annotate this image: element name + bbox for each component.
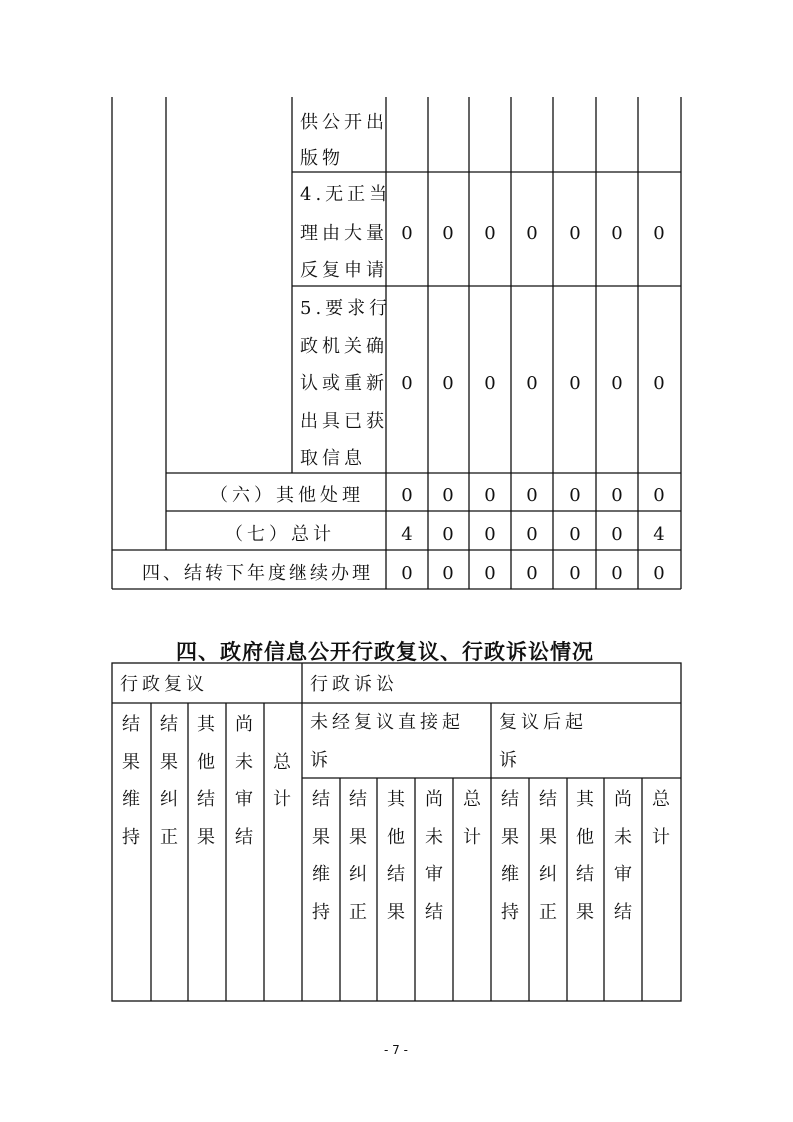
page-number: - 7 - <box>384 1043 408 1057</box>
cell-value: 0 <box>526 563 538 584</box>
cell-value: 4 <box>401 524 413 545</box>
cell-value: 0 <box>653 373 665 394</box>
cell-value: 0 <box>484 373 496 394</box>
cell-value: 0 <box>569 373 581 394</box>
cell-value: 0 <box>401 373 413 394</box>
section-title: 四、政府信息公开行政复议、行政诉讼情况 <box>176 640 594 664</box>
row-total-label: （七）总计 <box>225 524 335 545</box>
row-carry-over-label: 四、结转下年度继续办理 <box>142 563 373 584</box>
cell-value: 0 <box>484 485 496 506</box>
cell-value: 0 <box>484 524 496 545</box>
cell-value: 0 <box>611 563 623 584</box>
cell-value: 0 <box>653 563 665 584</box>
litigation-header: 行政诉讼 <box>310 674 398 695</box>
cell-value: 0 <box>442 524 454 545</box>
cell-value: 0 <box>526 524 538 545</box>
cell-value: 0 <box>442 223 454 244</box>
cell-value: 0 <box>442 485 454 506</box>
cell-value: 0 <box>569 485 581 506</box>
cell-value: 0 <box>611 373 623 394</box>
cell-value: 0 <box>653 485 665 506</box>
cell-value: 0 <box>611 485 623 506</box>
cell-value: 0 <box>484 563 496 584</box>
cell-value: 0 <box>401 485 413 506</box>
after-review-header-line2: 诉 <box>499 750 521 771</box>
cell-value: 0 <box>526 485 538 506</box>
cell-value: 0 <box>526 223 538 244</box>
row-other-processing-label: （六）其他处理 <box>210 485 364 506</box>
cell-value: 0 <box>611 223 623 244</box>
direct-suit-header-line1: 未经复议直接起 <box>310 712 464 733</box>
cell-value: 0 <box>569 223 581 244</box>
cell-value: 4 <box>653 524 665 545</box>
cell-value: 0 <box>401 223 413 244</box>
cell-value: 0 <box>611 524 623 545</box>
document-page: 供公开出 版物 4.无正当 理由大量 反复申请 0 0 0 0 0 0 0 5.要求行 政机关确 认或重新 出具已获 取信息 0 0 0 0 0 0 0 （六）其他处理 0 0 0 0 0 0 0 （七）总计 4 0 0 0 0 0 4 四、结转下年度继续办理 0 0 0 0 0 0 0 四、政府信息公开行政复议、行政诉讼情况 行政复议 行政诉讼 未经复议直接起 诉 复议后起 诉 结 果 维 持 结 果 纠 正 其 他 结 果 尚 未 审 结 总 计 结 果 维 持 结 果 纠 正 其 他 结 果 尚 未 审 结 总 计 结 果 维 持 结 果 纠 正 其 他 结 果 尚 未 审 结 总 计 - 7 - <box>0 0 793 1122</box>
direct-suit-header-line2: 诉 <box>310 750 332 771</box>
cell-value: 0 <box>653 223 665 244</box>
cell-value: 0 <box>401 563 413 584</box>
review-header: 行政复议 <box>120 674 208 695</box>
cell-value: 0 <box>484 223 496 244</box>
cell-value: 0 <box>442 373 454 394</box>
cell-value: 0 <box>526 373 538 394</box>
cell-value: 0 <box>569 563 581 584</box>
cell-value: 0 <box>442 563 454 584</box>
after-review-header-line1: 复议后起 <box>499 712 587 733</box>
cell-value: 0 <box>569 524 581 545</box>
